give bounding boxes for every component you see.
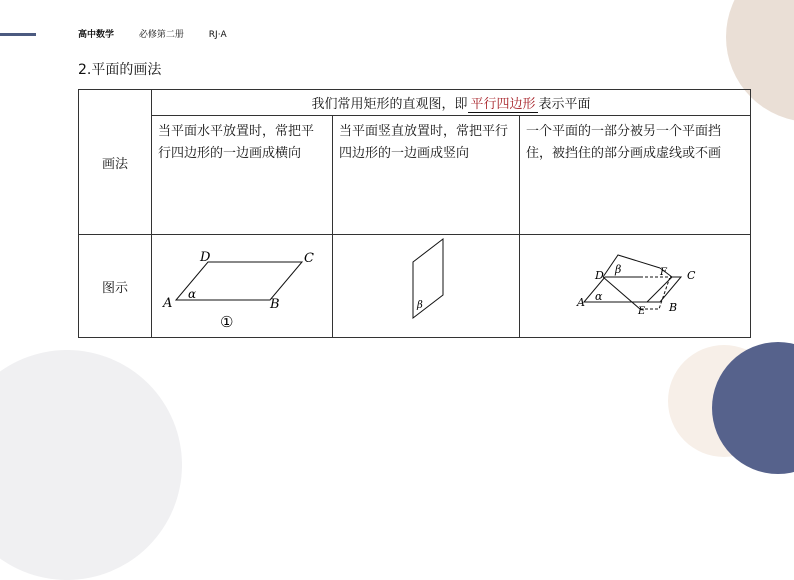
label-beta: β [615,263,622,276]
label-alpha: α [188,287,197,301]
intersection-line-EF [647,277,672,302]
figure-vertical-plane [333,235,520,338]
label-B: B [270,297,280,312]
label-F: F [660,267,667,278]
plane-beta-upper-edges [603,255,660,277]
label-C: C [687,269,696,282]
row-label-figure: 图示 [79,235,152,338]
label-A: A [163,296,173,311]
figure-caption: ① [220,313,234,331]
description-horizontal: 当平面水平放置时，常把平行四边形的一边画成横向 [152,116,333,235]
label-E: E [638,306,646,317]
figure-horizontal-plane [152,235,333,338]
plane-drawing-table [78,89,751,338]
label-beta: β [417,300,423,311]
intro-cell [152,90,751,116]
header-edition: RJ·A [208,30,227,40]
plane-beta-left-edge [603,277,640,309]
label-C: C [304,251,314,266]
page-header [78,27,249,40]
description-occluded: 一个平面的一部分被另一个平面挡住，被挡住的部分画成虚线或不画 [520,116,751,235]
label-D: D [200,250,211,265]
vertical-parallelogram-figure [333,235,507,333]
header-accent-bar [0,33,36,36]
intersecting-planes-figure [520,235,738,333]
header-subject: 高中数学 [78,30,115,40]
decorative-circle-bottom-left [0,350,182,580]
description-vertical: 当平面竖直放置时，常把平行四边形的一边画成竖向 [333,116,520,235]
label-alpha: α [595,290,603,303]
header-book: 必修第二册 [138,30,184,40]
intro-answer: 平行四边形 [468,93,537,113]
row-label-drawing: 画法 [79,90,152,235]
label-A: A [577,296,585,309]
intro-suffix: 表示平面 [538,96,591,112]
horizontal-parallelogram-figure [152,235,320,333]
label-B: B [669,301,678,314]
intro-prefix: 我们常用矩形的直观图，即 [311,96,468,112]
label-D: D [595,269,604,282]
section-title: 2.平面的画法 [78,62,162,78]
figure-intersecting-planes [520,235,751,338]
